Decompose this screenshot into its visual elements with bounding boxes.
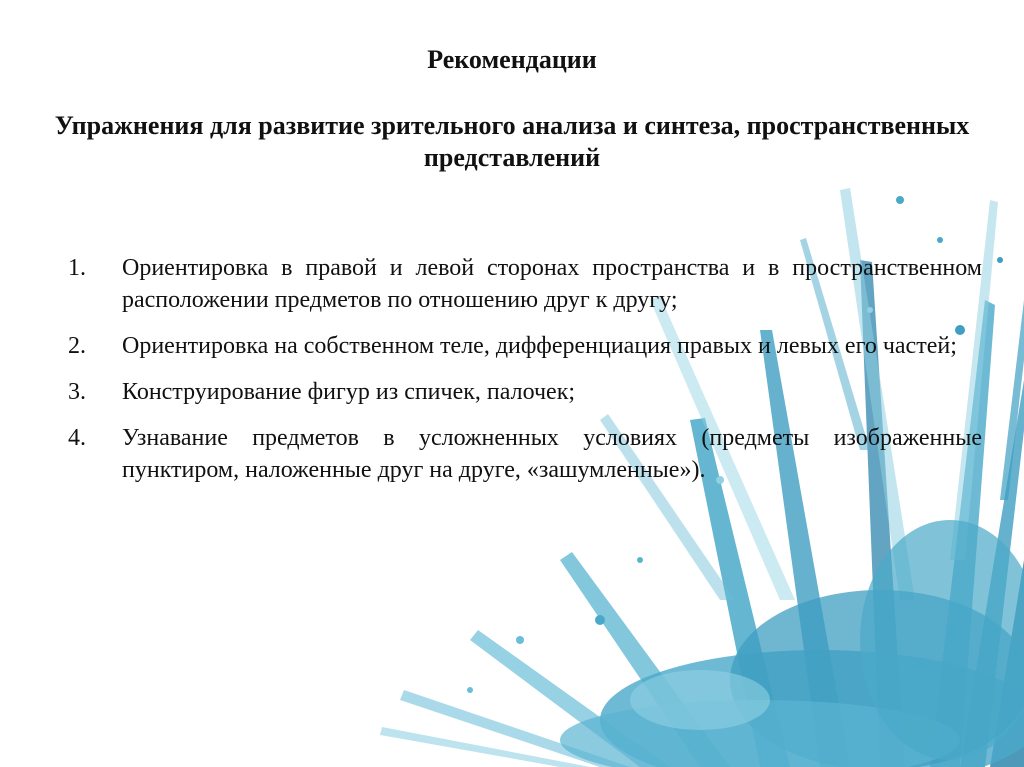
list-item bbox=[68, 422, 982, 486]
list-item-text: Ориентировка в правой и левой сторонах пространства и в пространственном расположении предметов по отношению друг к другу; bbox=[122, 255, 982, 313]
list-item-text: Конструирование фигур из спичек, палочек; bbox=[122, 379, 576, 405]
list-item-number: 2. bbox=[68, 333, 86, 359]
list-item-number: 1. bbox=[68, 255, 86, 281]
list-item bbox=[68, 330, 982, 362]
list-item-text: Узнавание предметов в усложненных условиях (предметы изображенные пунктиром, наложенные друг на друге, «зашумленные»). bbox=[122, 425, 982, 483]
list-item-number: 4. bbox=[68, 425, 86, 451]
slide-title: Рекомендации bbox=[427, 45, 597, 74]
recommendations-list bbox=[68, 252, 982, 500]
list-item bbox=[68, 376, 982, 408]
list-item-text: Ориентировка на собственном теле, дифференциация правых и левых его частей; bbox=[122, 333, 957, 359]
list-item bbox=[68, 252, 982, 316]
slide-subtitle: Упражнения для развитие зрительного анализа и синтеза, пространственных представлений bbox=[54, 111, 970, 172]
list-item-number: 3. bbox=[68, 379, 86, 405]
